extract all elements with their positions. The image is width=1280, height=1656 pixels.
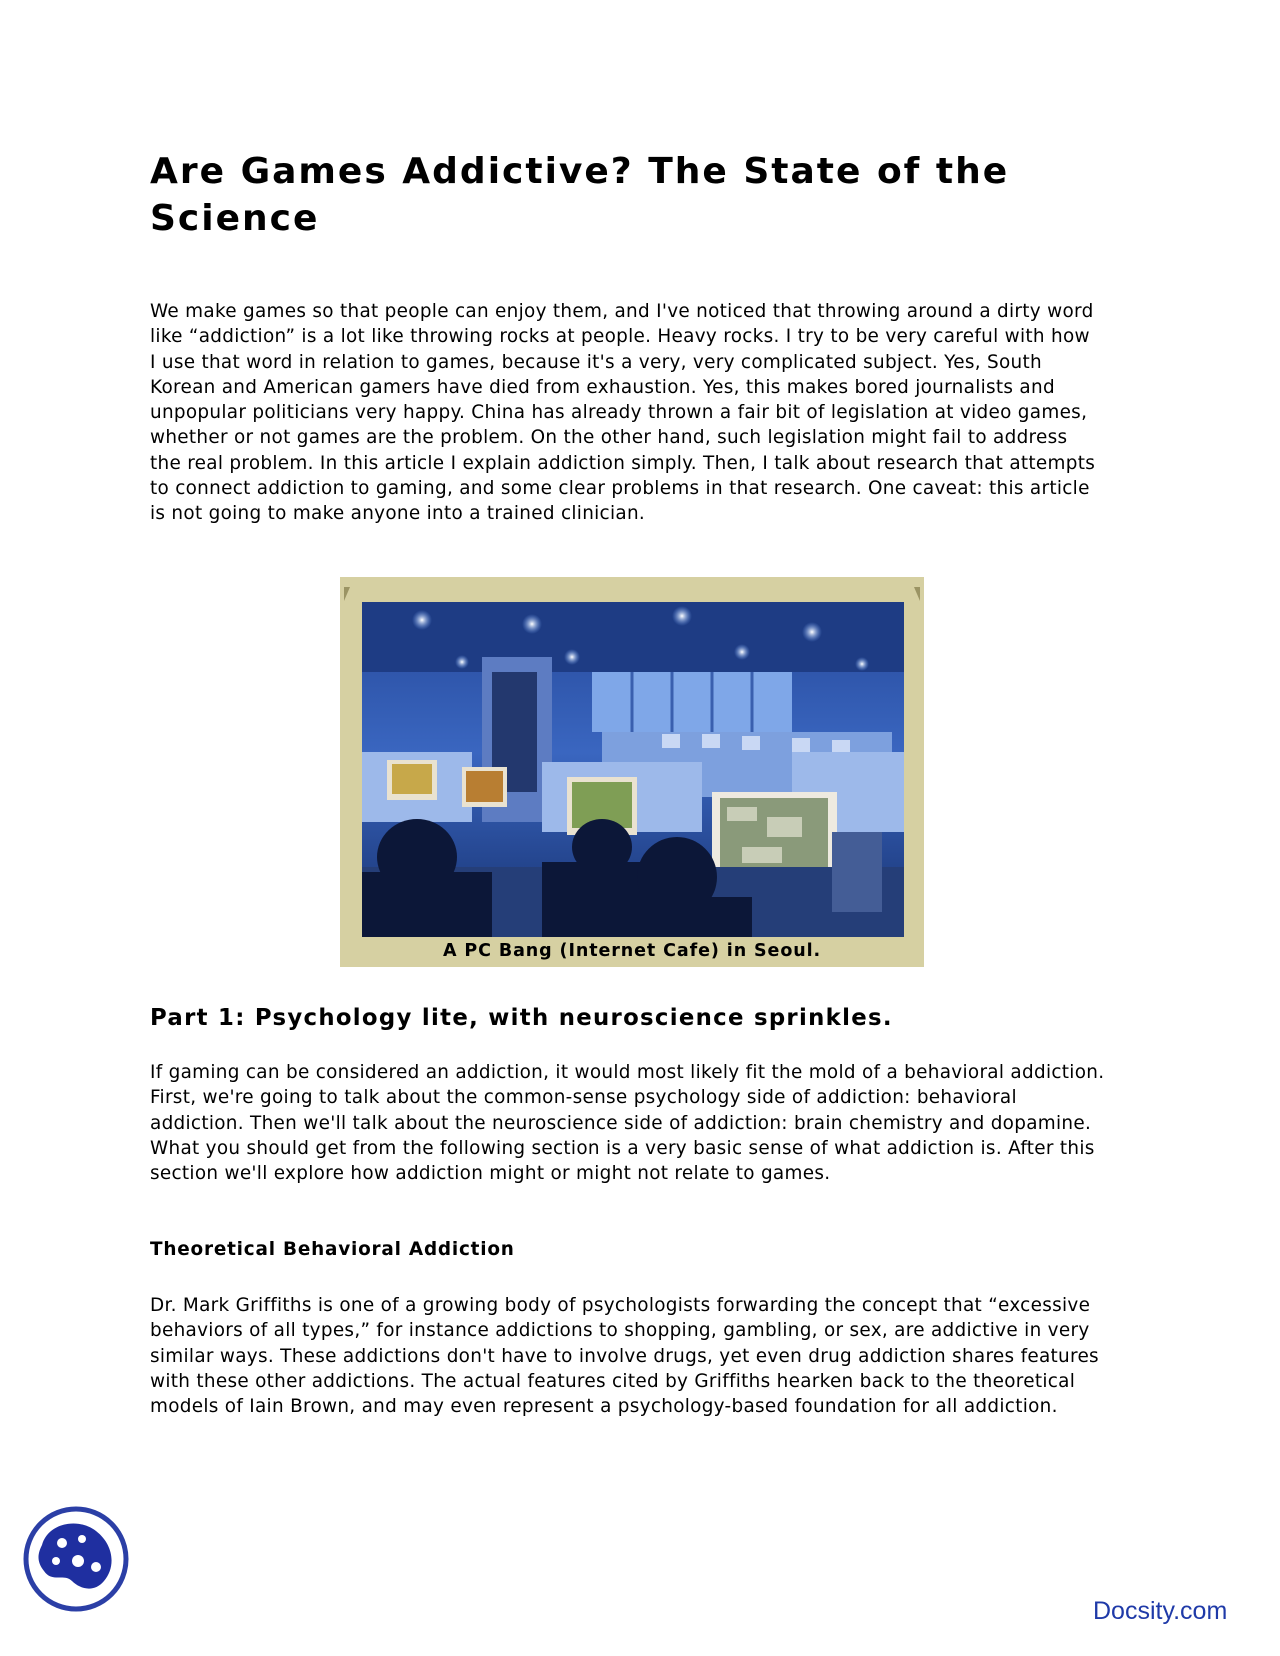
figure-caption: A PC Bang (Internet Cafe) in Seoul. [442, 941, 822, 961]
intro-paragraph: We make games so that people can enjoy them, and I've noticed that throwing around a dirty word like “addiction” is a lot like throwing rocks at people. Heavy rocks. I try to be very careful with how I use that word in relation to games, because it's a very, very complicated subject. Yes, South Korean and American gamers have died from exhaustion. Yes, this makes bored journalists and unpopular politicians very happy. China has already thrown a fair bit of legislation at video games, whether or not games are the problem. On the other hand, such legislation might fail to address the real problem. In this article I explain addiction simply. Then, I talk about research that attempts to connect addiction to gaming, and some clear problems in that research. One caveat: this article is not going to make anyone into a trained clinician. [150, 301, 1096, 525]
frame-corner-right [914, 587, 920, 601]
theoretical-heading: Theoretical Behavioral Addiction [150, 1239, 515, 1260]
griffiths-paragraph: Dr. Mark Griffiths is one of a growing body of psychologists forwarding the concept that “excessive behaviors of all types,” for instance addictions to shopping, gambling, or sex, are addictive in very similar ways. These addictions don't have to involve drugs, yet even drug addiction shares features with these other addictions. The actual features cited by Griffiths hearken back to the theoretical models of Iain Brown, and may even represent a psychology-based foundation for all addiction. [150, 1295, 1099, 1418]
pc-bang-photo [362, 602, 904, 937]
page-title: Are Games Addictive? The State of the Science [150, 151, 1010, 239]
part1-heading: Part 1: Psychology lite, with neuroscience sprinkles. [150, 1005, 893, 1031]
part1-paragraph: If gaming can be considered an addiction, it would most likely fit the mold of a behavioral addiction. First, we're going to talk about the common-sense psychology side of addiction: behavioral addiction. Then we'll talk about the neuroscience side of addiction: brain chemistry and dopamine. What you should get from the following section is a very basic sense of what addiction is. After this section we'll explore how addiction might or might not relate to games. [150, 1062, 1105, 1185]
frame-corner-left [344, 587, 350, 601]
figure-frame [340, 577, 924, 967]
docsity-brand[interactable]: Docsity.com [1093, 1597, 1228, 1625]
docsity-logo-icon[interactable] [22, 1505, 130, 1613]
